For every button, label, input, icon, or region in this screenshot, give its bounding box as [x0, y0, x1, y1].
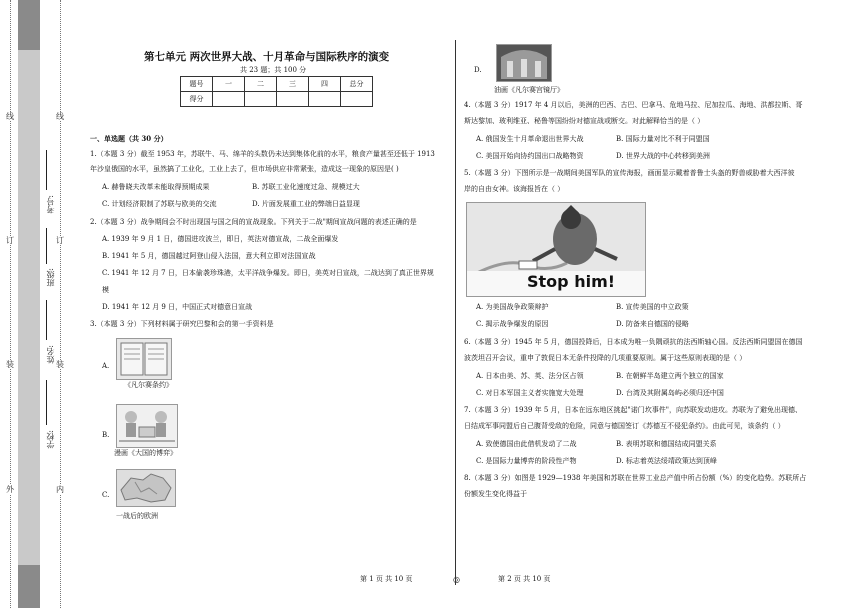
q5-option-b[interactable]: B. 宣传美国的中立政策	[616, 303, 689, 311]
page-footer-left: 第 1 页 共 10 页	[360, 575, 413, 583]
q1-option-b[interactable]: B. 苏联工业化速度过急、规模过大	[252, 183, 360, 191]
q5-option-c[interactable]: C. 揭示战争爆发的原因	[476, 320, 549, 328]
seal-char-bind-outer: 装	[6, 360, 14, 369]
seal-char-inside: 内	[56, 485, 64, 494]
q3-stem: 3.（本题 3 分）下列材料属于研究巴黎和会的第一手资料是	[90, 320, 274, 328]
q7-stem-line1: 7.（本题 3 分）1939 年 5 月，日本在远东地区挑起"诺门坎事件"，向苏联发动进攻。苏联为了避免出现德、	[464, 406, 802, 414]
school-field-label: 学校:	[46, 430, 55, 449]
binding-block-top	[18, 0, 40, 50]
europe-map-illustration	[117, 470, 175, 506]
score-cell-total[interactable]	[341, 92, 373, 107]
q3-option-b[interactable]: B.	[102, 431, 110, 439]
score-head-3: 三	[277, 77, 309, 92]
score-row-label: 得分	[181, 92, 213, 107]
q1-stem-line2: 年沙皇俄国的水平，虽然搞了工业化，工业上去了，但市场供应非常紧张，造成这一现象的原因是( )	[90, 165, 399, 173]
q3-a-caption: 《凡尔赛条约》	[124, 381, 173, 389]
cartoon-illustration	[117, 405, 177, 447]
exam-no-field-line[interactable]	[46, 150, 47, 190]
page-divider-circle-icon: ◎	[453, 575, 460, 584]
poster-caption: Stop him!	[527, 272, 616, 291]
q7-option-d[interactable]: D. 标志着英法绥靖政策达到顶峰	[616, 457, 717, 465]
q2-option-d[interactable]: D. 1941 年 12 月 9 日，中国正式对德意日宣战	[102, 303, 253, 311]
q5-option-d[interactable]: D. 防备来自德国的侵略	[616, 320, 689, 328]
q2-option-a[interactable]: A. 1939 年 9 月 1 日，德国进攻波兰，即日，英法对德宣战，二战全面爆发	[102, 235, 339, 243]
q3-option-d[interactable]: D.	[474, 66, 482, 74]
q4-option-d[interactable]: D. 世界大战的中心转移到美洲	[616, 152, 710, 160]
seal-char-line-outer: 线	[6, 112, 14, 121]
q8-stem-line2: 份额发生变化得益于	[464, 490, 527, 498]
page-subtitle: 共 23 题；共 100 分	[240, 66, 307, 74]
q6-stem-line1: 6.（本题 3 分）1945 年 5 月，德国投降后，日本成为唯一负隅顽抗的法西斯轴心国。反法西斯同盟国在德国	[464, 338, 803, 346]
mirror-hall-painting-illustration	[497, 45, 551, 81]
q8-stem-line1: 8.（本题 3 分）如图是 1929—1938 年美国和苏联在世界工业总产值中所占份额（%）的变化趋势。苏联所占	[464, 474, 807, 482]
section-heading: 一、单选题（共 30 分）	[90, 134, 168, 143]
score-cell-2[interactable]	[245, 92, 277, 107]
seal-char-order-outer: 订	[6, 236, 14, 245]
seal-char-outside: 外	[6, 485, 14, 494]
page-footer-right: 第 2 页 共 10 页	[498, 575, 551, 583]
q7-option-b[interactable]: B. 表明苏联和德国结成同盟关系	[616, 440, 717, 448]
cut-line-inner	[60, 0, 61, 608]
column-separator	[455, 40, 456, 585]
score-head-total: 总分	[341, 77, 373, 92]
score-head-1: 一	[213, 77, 245, 92]
cut-line-outer	[10, 0, 11, 608]
score-head-4: 四	[309, 77, 341, 92]
treaty-document-image	[116, 338, 172, 380]
score-cell-3[interactable]	[277, 92, 309, 107]
q5-stem-line1: 5.（本题 3 分）下图所示是一战期间美国军队的宣传海报，画面显示戴着普鲁士头盔的野兽威胁着大西洋彼	[464, 169, 795, 177]
europe-map-image	[116, 469, 176, 507]
q6-option-b[interactable]: B. 在朝鲜半岛建立两个独立的国家	[616, 372, 724, 380]
seal-char-line-inner: 线	[56, 112, 64, 121]
q7-stem-line2: 日结成军事同盟后自己腹背受敌的危险，同意与德国签订《苏德互不侵犯条约》。由此可见，该条约（ ）	[464, 422, 785, 430]
q4-stem-line1: 4.（本题 3 分）1917 年 4 月以后，美洲的巴西、古巴、巴拿马、危地马拉、尼加拉瓜、海地、洪都拉斯、哥	[464, 101, 803, 109]
school-field-line[interactable]	[46, 380, 47, 425]
name-field-label: 姓名:	[46, 345, 55, 364]
q7-option-a[interactable]: A. 致使德国由此借机发动了二战	[476, 440, 577, 448]
q2-option-c-line1[interactable]: C. 1941 年 12 月 7 日，日本偷袭珍珠港，太平洋战争爆发。即日，美英对日宣战，二战达到了真正世界规	[102, 269, 434, 277]
q6-option-d[interactable]: D. 台湾及其附属岛屿必须归还中国	[616, 389, 724, 397]
binding-block-bottom	[18, 565, 40, 608]
q2-option-b[interactable]: B. 1941 年 5 月，德国越过阿登山侵入法国，意大利立即对法国宣战	[102, 252, 316, 260]
seal-char-bind-inner: 装	[56, 360, 64, 369]
score-head-2: 二	[245, 77, 277, 92]
q3-b-caption: 漫画《大国的博弈》	[114, 449, 177, 457]
binding-strip-outer	[18, 0, 40, 608]
score-cell-1[interactable]	[213, 92, 245, 107]
q4-stem-line2: 斯达黎加、玻利维亚、秘鲁等国纷纷对德宣战或断交。对此解释恰当的是（ ）	[464, 117, 705, 125]
q3-c-caption: 一战后的欧洲	[116, 512, 158, 520]
q7-option-c[interactable]: C. 是国际力量博弈的阶段性产物	[476, 457, 577, 465]
mirror-hall-painting-image	[496, 44, 552, 82]
q1-stem-line1: 1.（本题 3 分）截至 1953 年，苏联牛、马、绵羊的头数仍未达到集体化前的水平，粮食产量甚至还低于 1913	[90, 150, 435, 158]
q4-option-b[interactable]: B. 国际力量对比不利于同盟国	[616, 135, 710, 143]
q3-option-c[interactable]: C.	[102, 491, 110, 499]
q5-option-a[interactable]: A. 为美国战争政策辩护	[476, 303, 549, 311]
name-field-line[interactable]	[46, 300, 47, 340]
q6-option-a[interactable]: A. 日本由美、苏、英、法分区占领	[476, 372, 584, 380]
class-field-line[interactable]	[46, 228, 47, 264]
q1-option-a[interactable]: A. 赫鲁晓夫改革未能取得预期成果	[102, 183, 210, 191]
cartoon-image	[116, 404, 178, 448]
q3-d-caption: 油画《凡尔赛宫镜厅》	[494, 86, 564, 94]
q2-stem: 2.（本题 3 分）战争期间会不时出现国与国之间的宣战现象。下列关于二战"期间宣战问题的表述正确的是	[90, 218, 417, 226]
q6-option-c[interactable]: C. 对日本军国主义者实施宽大处理	[476, 389, 584, 397]
q1-option-d[interactable]: D. 片面发展重工业的弊端日益显现	[252, 200, 360, 208]
q4-option-c[interactable]: C. 美国开始向协约国出口战略物资	[476, 152, 584, 160]
q3-option-a[interactable]: A.	[102, 362, 110, 370]
score-table	[180, 76, 373, 107]
treaty-document-illustration	[117, 339, 171, 379]
score-head-label: 题号	[181, 77, 213, 92]
seal-char-order-inner: 订	[56, 236, 64, 245]
q4-option-a[interactable]: A. 俄国发生十月革命退出世界大战	[476, 135, 584, 143]
score-cell-4[interactable]	[309, 92, 341, 107]
stop-him-poster-image	[466, 202, 646, 297]
q5-stem-line2: 岸的自由女神。该海报旨在（ ）	[464, 185, 565, 193]
page-title: 第七单元 两次世界大战、十月革命与国际秩序的演变	[144, 51, 390, 63]
q2-option-c-line2[interactable]: 模	[102, 286, 109, 294]
exam-no-field-label: 考号:	[46, 195, 55, 214]
q6-stem-line2: 波茨坦召开会议，重申了敦促日本无条件投降的几项重要原则。属于这些原则表现的是（ ）	[464, 354, 747, 362]
class-field-label: 班级:	[46, 268, 55, 287]
q1-option-c[interactable]: C. 计划经济限制了苏联与欧美的交流	[102, 200, 217, 208]
